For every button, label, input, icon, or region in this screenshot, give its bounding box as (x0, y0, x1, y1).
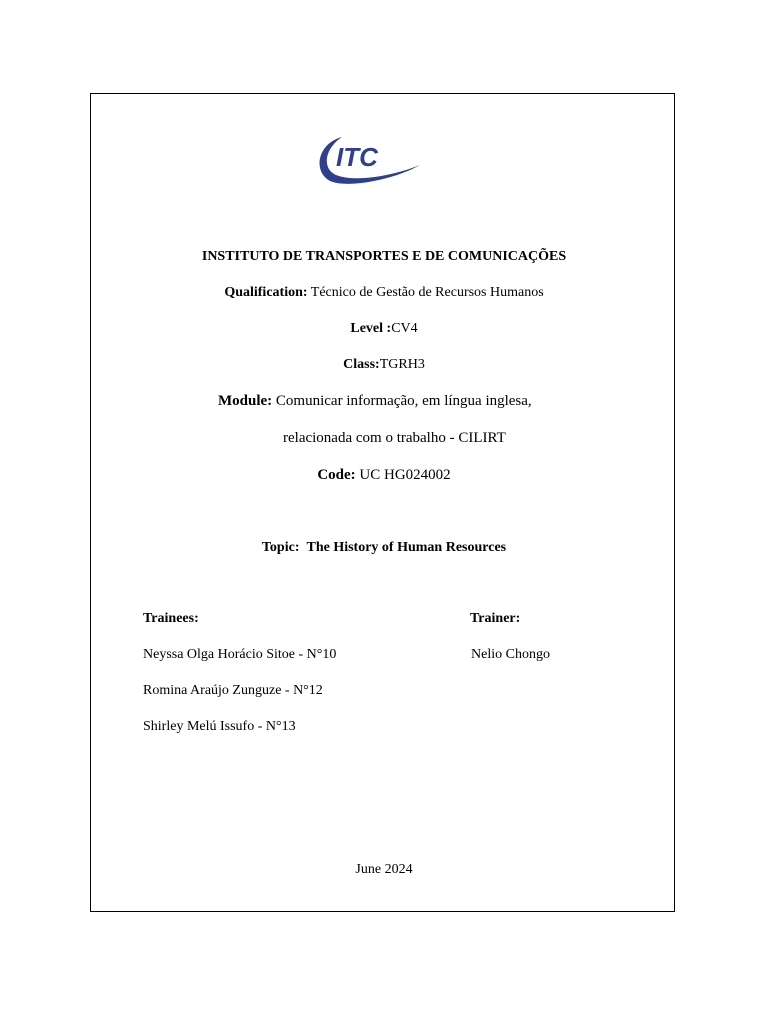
module-line-1 (218, 392, 532, 410)
institution-name (0, 248, 768, 266)
module-line-2 (283, 429, 506, 447)
qualification-value: Técnico de Gestão de Recursos Humanos (307, 285, 544, 300)
code-label: Code: (317, 467, 356, 483)
trainee-item: Neyssa Olga Horácio Sitoe - N°10 (143, 647, 337, 662)
module-label: Module: (218, 393, 273, 409)
topic-line (0, 539, 768, 557)
document-date: June 2024 (355, 862, 413, 877)
level-label: Level : (350, 321, 392, 336)
trainer-name: Nelio Chongo (471, 647, 550, 662)
trainees-heading-text: Trainees: (143, 611, 199, 626)
page-border (90, 93, 675, 912)
module-value-2: relacionada com o trabalho - CILIRT (283, 430, 506, 446)
trainees-heading (143, 610, 199, 628)
trainee-item: Shirley Melú Issufo - N°13 (143, 719, 296, 734)
code-value: UC HG024002 (355, 467, 451, 483)
level-line (0, 320, 768, 338)
qualification-line (0, 284, 768, 302)
topic-label: Topic: (261, 540, 300, 555)
code-line (0, 466, 768, 484)
itc-logo (316, 133, 422, 187)
trainee-item: Romina Araújo Zunguze - N°12 (143, 683, 323, 698)
module-value-1: Comunicar informação, em língua inglesa, (272, 393, 532, 409)
class-value: TGRH3 (379, 357, 425, 372)
topic-value: The History of Human Resources (306, 540, 507, 555)
trainer-heading (470, 610, 520, 628)
qualification-label: Qualification: (224, 285, 308, 300)
institution-text: INSTITUTO DE TRANSPORTES E DE COMUNICAÇÕES (201, 249, 567, 264)
trainer-heading-text: Trainer: (470, 611, 521, 626)
logo-text: ITC (336, 142, 378, 172)
class-line (0, 356, 768, 374)
itc-logo-icon (316, 133, 422, 187)
class-label: Class: (343, 357, 380, 372)
level-value: CV4 (391, 321, 418, 336)
